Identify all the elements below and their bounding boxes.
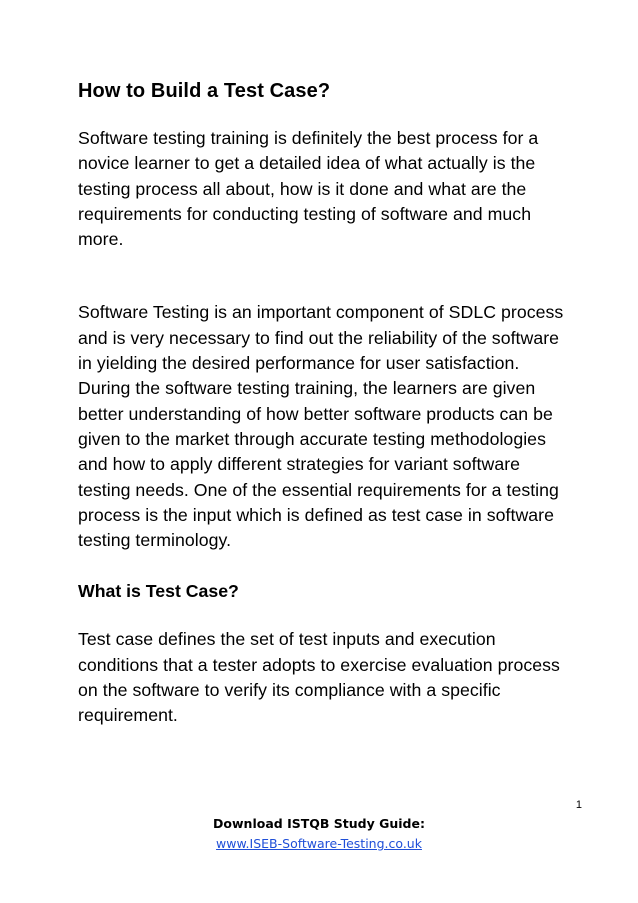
section-heading: What is Test Case?	[78, 581, 239, 602]
paragraph-sdlc: Software Testing is an important component of SDLC process and is very necessary to find out the reliability of the software in yielding the desired performance for user satisfaction. During the software testing training, the learners are given better understanding of how better software products can be given to the market through accurate testing methodologies and how to apply different strategies for variant software testing needs. One of the essential requirements for a testing process is the input which is defined as test case in software testing terminology.	[78, 302, 564, 551]
document-title: How to Build a Test Case?	[78, 80, 331, 102]
footer-download-label: Download ISTQB Study Guide:	[213, 816, 425, 831]
document-body	[78, 78, 570, 729]
footer-website-link[interactable]: www.ISEB-Software-Testing.co.uk	[216, 836, 422, 851]
paragraph-intro: Software testing training is definitely the best process for a novice learner to get a detailed idea of what actually is the testing process all about, how is it done and what are the requirements for conducting testing of software and much more.	[78, 128, 539, 250]
page-footer	[0, 814, 638, 854]
page-number: 1	[575, 799, 582, 811]
paragraph-test-case-definition: Test case defines the set of test inputs and execution conditions that a tester adopts to exercise evaluation process on the software to verify its compliance with a specific requirement.	[78, 629, 560, 726]
